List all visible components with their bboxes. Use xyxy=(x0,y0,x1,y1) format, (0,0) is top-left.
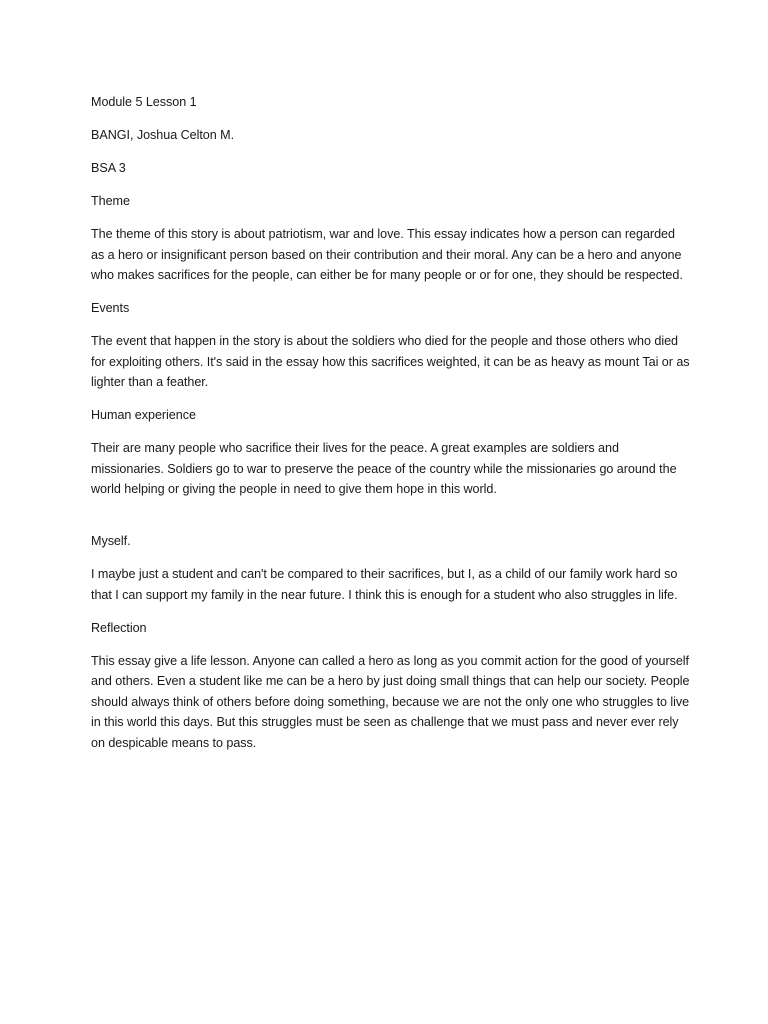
author-name: BANGI, Joshua Celton M. xyxy=(91,127,235,142)
theme-heading: Theme xyxy=(91,193,130,208)
module-line: Module 5 Lesson 1 xyxy=(91,95,197,109)
human-experience-body: Their are many people who sacrifice their lives for the peace. A great examples are soldiers and missionaries. Soldiers go to war to preserve the peace of the country while the missionaries go around the world helping or giving the people in need to give them hope in this world. xyxy=(91,441,677,497)
document-content xyxy=(91,92,691,766)
reflection-heading: Reflection xyxy=(91,620,147,635)
human-experience-heading: Human experience xyxy=(91,408,196,423)
course-line: BSA 3 xyxy=(91,160,126,175)
reflection-body: This essay give a life lesson. Anyone can called a hero as long as you commit action for the good of yourself and others. Even a student like me can be a hero by just doing small things that can help our society. People should always think of others before doing something, because we are not the only one who struggles to live in this world this days. But this struggles must be seen as challenge that we must pass and never ever rely on despicable means to pass. xyxy=(91,653,690,750)
events-heading: Events xyxy=(91,301,130,316)
events-body: The event that happen in the story is about the soldiers who died for the people and those others who died for exploiting others. It's said in the essay how this sacrifices weighted, it can be as heavy as mount Tai or as lighter than a feather. xyxy=(91,334,690,390)
myself-heading: Myself. xyxy=(91,534,131,549)
myself-body: I maybe just a student and can't be compared to their sacrifices, but I, as a child of our family work hard so that I can support my family in the near future. I think this is enough for a student who also struggles in life. xyxy=(91,567,678,602)
theme-body: The theme of this story is about patriotism, war and love. This essay indicates how a person can regarded as a hero or insignificant person based on their contribution and their moral. Any can be a hero and anyone who makes sacrifices for the people, can either be for many people or or for one, they should be respected. xyxy=(91,226,683,283)
